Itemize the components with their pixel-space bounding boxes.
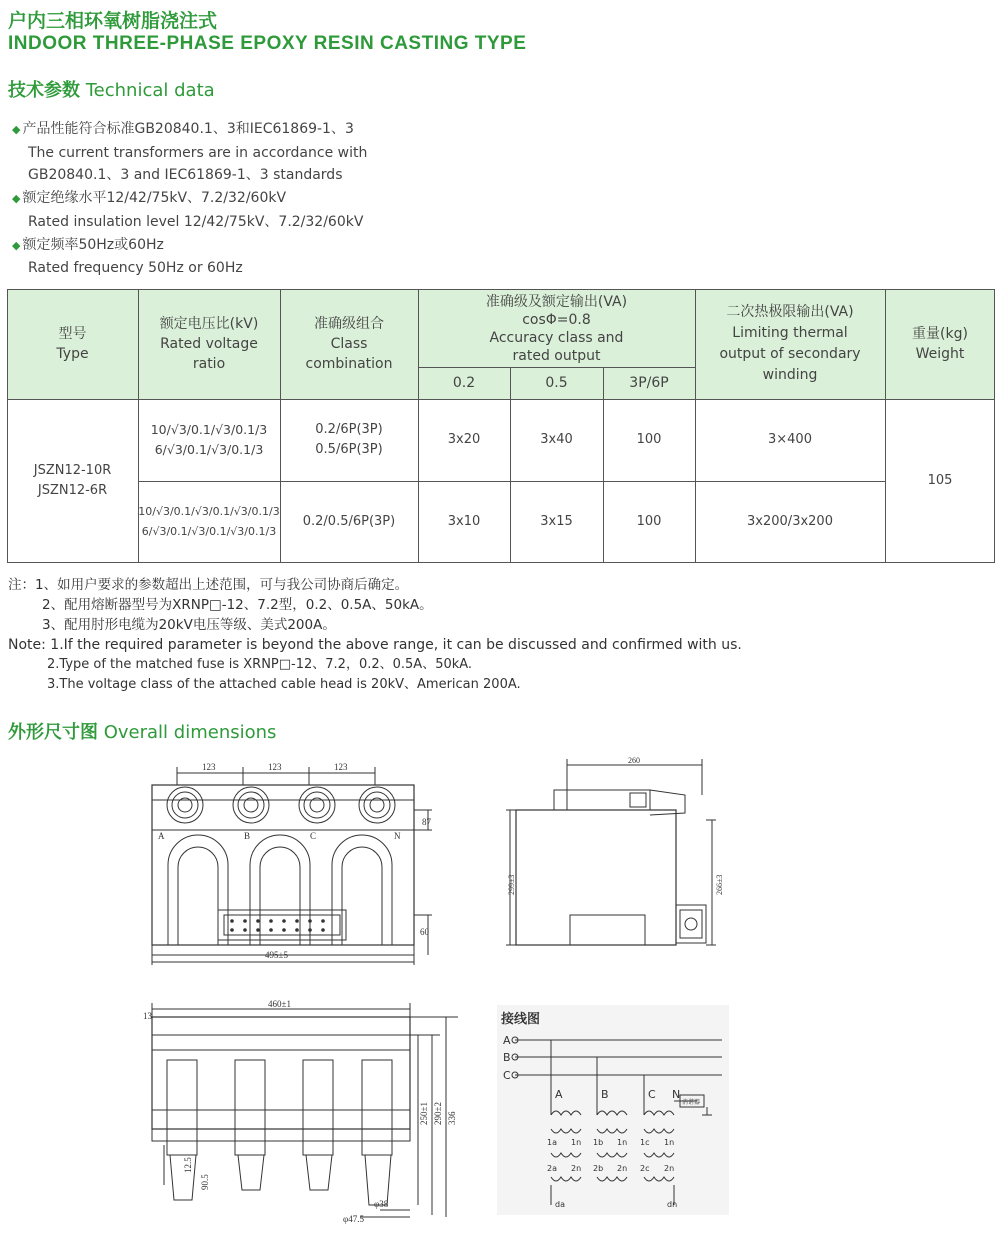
dim-bottom-phi38: φ38 <box>374 1199 389 1209</box>
ratio-row1-b: 6/√3/0.1/√3/0.1/3 <box>154 442 264 457</box>
wiring-1n-a: 1n <box>571 1138 582 1147</box>
spec-insulation-en: Rated insulation level 12/42/75kV、7.2/32/60kV <box>28 213 364 230</box>
dim-bottom-125: 12.5 <box>183 1157 193 1173</box>
dimensions-heading-en: Overall dimensions <box>103 722 277 743</box>
class-row1-a: 0.2/6P(3P) <box>315 422 383 437</box>
header-thermal-en3: winding <box>762 367 818 383</box>
note-en-2: 2.Type of the matched fuse is XRNP□-12、7.2，0.2、0.5A、50kA. <box>47 657 473 672</box>
label-phase-b: B <box>244 831 251 841</box>
bullet-icon: ◆ <box>12 192 21 206</box>
tech-heading-cn: 技术参数 <box>8 80 80 101</box>
cell-row2-02: 3x10 <box>447 514 481 529</box>
type-6r: JSZN12-6R <box>37 483 108 498</box>
header-type-en: Type <box>56 346 89 362</box>
header-ratio-en1: Rated voltage <box>160 336 258 352</box>
type-10r: JSZN12-10R <box>33 463 112 478</box>
wiring-2n-c: 2n <box>664 1164 675 1173</box>
wiring-1n-b: 1n <box>617 1138 628 1147</box>
header-sub-3p6p: 3P/6P <box>629 375 669 391</box>
bullet-icon: ◆ <box>12 238 21 252</box>
header-accuracy-en2: rated output <box>512 348 601 364</box>
tech-heading-en: Technical data <box>85 80 215 101</box>
cell-ratio-row1 <box>138 399 280 481</box>
cell-row1-05: 3x40 <box>540 432 573 447</box>
wiring-primary-a: A <box>555 1088 563 1101</box>
wiring-primary-b: B <box>601 1088 609 1101</box>
cell-weight: 105 <box>927 473 953 488</box>
wiring-diagram <box>497 1005 729 1215</box>
wiring-title: 接线图 <box>501 1012 541 1027</box>
dim-front-123-a: 123 <box>202 762 216 772</box>
bottom-view-drawing <box>140 995 470 1225</box>
cell-row2-05: 3x15 <box>540 514 573 529</box>
dim-front-width: 495±5 <box>265 950 288 960</box>
ratio-row2-a: 10/√3/0.1/√3/0.1/√3/0.1/3 <box>138 505 280 518</box>
spec-list <box>12 118 367 280</box>
tech-heading <box>8 76 215 102</box>
wiring-2n-a: 2n <box>571 1164 582 1173</box>
note-en-3: 3.The voltage class of the attached cable head is 20kV、American 200A. <box>47 677 521 692</box>
wiring-1b: 1b <box>593 1138 604 1147</box>
header-ratio-cn: 额定电压比(kV) <box>159 316 259 332</box>
header-accuracy-cos: cosΦ=0.8 <box>522 312 591 328</box>
label-phase-c: C <box>310 831 317 841</box>
cell-class-row1 <box>280 399 418 481</box>
header-sub-05: 0.5 <box>545 375 568 391</box>
header-accuracy <box>418 291 695 367</box>
wiring-2c: 2c <box>640 1164 650 1173</box>
spec-item-frequency <box>12 234 367 280</box>
ratio-row2-b: 6/√3/0.1/√3/0.1/√3/0.1/3 <box>141 525 277 538</box>
header-sub-02: 0.2 <box>452 375 476 391</box>
note-cn-1: 注：1、如用户要求的参数超出上述范围，可与我公司协商后确定。 <box>8 577 409 593</box>
header-weight-cn: 重量(kg) <box>912 326 968 342</box>
wiring-line-b: B <box>503 1051 511 1064</box>
title-en: INDOOR THREE-PHASE EPOXY RESIN CASTING TYPE <box>8 33 527 54</box>
spec-standard-en2: GB20840.1、3 and IEC61869-1、3 standards <box>28 167 343 184</box>
cell-type <box>7 399 138 563</box>
dim-front-60: 60 <box>420 927 429 937</box>
dim-side-h2: 266±3 <box>715 874 724 895</box>
dimensions-heading-cn: 外形尺寸图 <box>8 722 98 743</box>
spec-frequency-en: Rated frequency 50Hz or 60Hz <box>28 260 243 277</box>
technical-data-table <box>7 289 995 563</box>
header-weight-en: Weight <box>915 346 965 362</box>
wiring-2a: 2a <box>547 1164 557 1173</box>
header-thermal <box>695 289 885 399</box>
header-type-cn: 型号 <box>58 326 87 342</box>
wiring-2n-b: 2n <box>617 1164 628 1173</box>
ratio-row1-a: 10/√3/0.1/√3/0.1/3 <box>150 422 268 437</box>
spec-insulation-cn: 额定绝缘水平12/42/75kV、7.2/32/60kV <box>22 190 287 207</box>
note-en-1: Note: 1.If the required parameter is beyond the above range, it can be discussed and confirmed with us. <box>8 637 742 653</box>
cell-row2-3p: 100 <box>636 514 662 529</box>
cell-class-row2: 0.2/0.5/6P(3P) <box>302 514 396 529</box>
wiring-line-c: C <box>503 1069 511 1082</box>
label-phase-a: A <box>158 831 165 841</box>
header-accuracy-cn: 准确级及额定输出(VA) <box>485 294 628 310</box>
dim-bottom-13: 13 <box>143 1011 152 1021</box>
front-view-drawing <box>140 755 440 970</box>
bullet-icon: ◆ <box>12 123 21 136</box>
dim-front-123-c: 123 <box>334 762 348 772</box>
header-class-en1: Class <box>330 336 368 352</box>
wiring-primary-n: N <box>672 1088 681 1101</box>
cell-row1-thermal: 3×400 <box>768 432 812 447</box>
header-type <box>7 289 138 399</box>
header-ratio-en2: ratio <box>192 356 226 372</box>
wiring-1c: 1c <box>640 1138 650 1147</box>
dimensions-heading <box>8 718 276 744</box>
wiring-da: da <box>555 1200 565 1209</box>
wiring-line-a: A <box>503 1034 511 1047</box>
side-view-drawing <box>500 755 724 955</box>
dim-bottom-h2: 290±2 <box>433 1102 443 1125</box>
spec-standard-en1: The current transformers are in accordance with <box>28 144 368 161</box>
spec-standard-cn: 产品性能符合标准GB20840.1、3和IEC61869-1、3 <box>22 121 354 137</box>
cell-row1-3p: 100 <box>636 432 662 447</box>
dim-bottom-905: 90.5 <box>200 1174 210 1190</box>
note-cn-3: 3、配用肘形电缆为20kV电压等级、美式200A。 <box>42 617 336 633</box>
wiring-1n-c: 1n <box>664 1138 675 1147</box>
note-cn-2: 2、配用熔断器型号为XRNP□-12、7.2型，0.2、0.5A、50kA。 <box>42 597 433 613</box>
header-accuracy-en1: Accuracy class and <box>489 330 624 346</box>
spec-frequency-cn: 额定频率50Hz或60Hz <box>22 236 164 253</box>
wiring-damper-box: 消谐器 <box>682 1099 701 1106</box>
label-phase-n: N <box>394 831 401 841</box>
header-class-cn: 准确级组合 <box>314 316 384 332</box>
dim-bottom-h3: 336 <box>447 1111 457 1125</box>
spec-item-insulation <box>12 187 367 233</box>
wiring-dn: dn <box>667 1200 678 1209</box>
wiring-1a: 1a <box>547 1138 557 1147</box>
spec-item-standard <box>12 118 367 187</box>
header-class <box>280 289 418 399</box>
header-thermal-en1: Limiting thermal <box>732 325 848 341</box>
header-class-en2: combination <box>305 356 393 372</box>
class-row1-b: 0.5/6P(3P) <box>315 442 383 457</box>
wiring-2b: 2b <box>593 1164 604 1173</box>
title-cn: 户内三相环氧树脂浇注式 <box>8 10 218 32</box>
dim-bottom-width: 460±1 <box>268 999 291 1009</box>
dim-front-87: 87 <box>422 817 431 827</box>
dim-bottom-phi475: φ47.5 <box>343 1214 364 1224</box>
dim-bottom-h1: 250±1 <box>419 1102 429 1125</box>
header-thermal-en2: output of secondary <box>719 346 861 362</box>
header-thermal-cn: 二次热极限输出(VA) <box>726 304 854 320</box>
header-weight <box>885 289 995 399</box>
cell-ratio-row2 <box>138 481 280 563</box>
wiring-primary-c: C <box>648 1088 656 1101</box>
cell-row2-thermal: 3x200/3x200 <box>747 514 833 529</box>
dim-side-h1: 299±3 <box>507 874 516 895</box>
dim-side-width: 260 <box>628 756 640 765</box>
dim-front-123-b: 123 <box>268 762 282 772</box>
header-ratio <box>138 289 280 399</box>
cell-row1-02: 3x20 <box>447 432 481 447</box>
